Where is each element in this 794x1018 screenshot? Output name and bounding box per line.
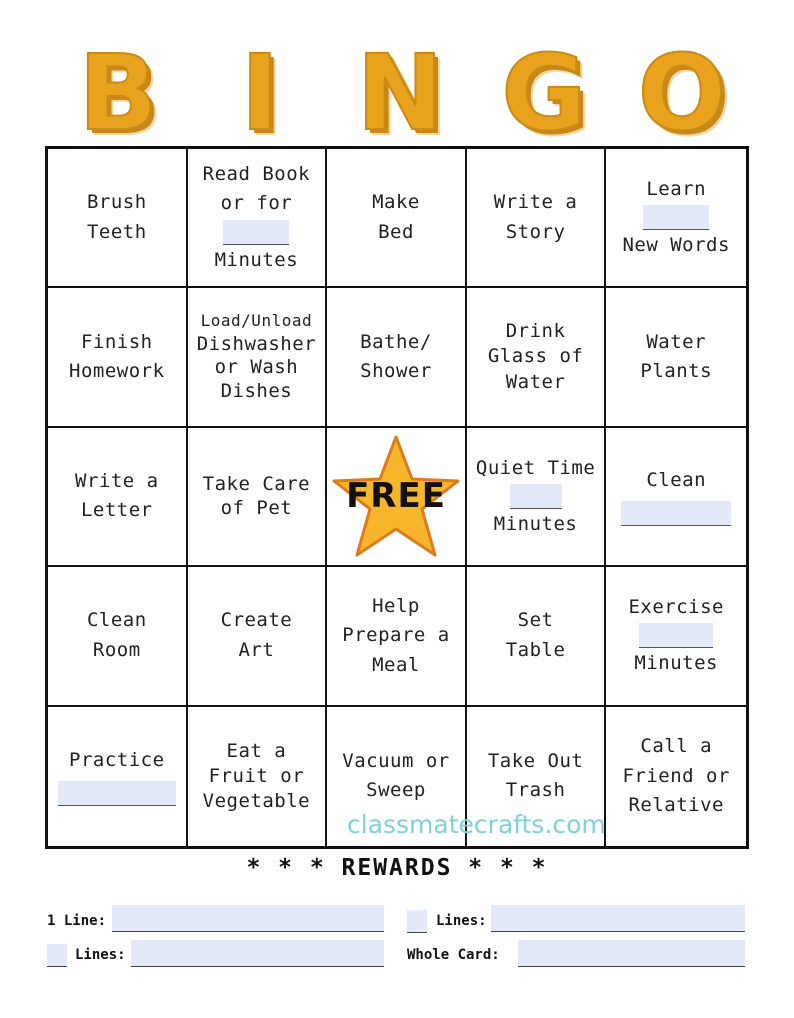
cell-label: Clean bbox=[646, 468, 707, 491]
cell-take-care-pet[interactable] bbox=[188, 428, 328, 567]
cell-label: Write a Letter bbox=[75, 470, 159, 522]
title-letter-g: G bbox=[501, 32, 587, 154]
cell-label: Clean Room bbox=[86, 609, 147, 661]
cell-label: Water Plants bbox=[640, 330, 713, 383]
watermark: classmatecrafts.com bbox=[347, 810, 606, 839]
cell-make-bed[interactable] bbox=[327, 149, 467, 288]
title-letter-n: N bbox=[356, 32, 444, 154]
cell-drink-water[interactable] bbox=[467, 288, 607, 427]
cell-label: Drink Glass of Water bbox=[487, 319, 584, 393]
exercise-minutes-field[interactable] bbox=[639, 623, 713, 648]
cell-bathe-shower[interactable] bbox=[327, 288, 467, 427]
cell-label: Read Book or for bbox=[202, 163, 311, 215]
cell-clean-room[interactable] bbox=[48, 567, 188, 706]
cell-label: Make Bed bbox=[372, 191, 420, 243]
cell-call-friend[interactable] bbox=[606, 707, 746, 846]
read-book-minutes-field[interactable] bbox=[223, 220, 289, 245]
quiet-time-minutes-field[interactable] bbox=[510, 484, 562, 509]
cell-label: Brush Teeth bbox=[86, 191, 147, 243]
practice-item-field[interactable] bbox=[58, 781, 176, 806]
learn-words-count-field[interactable] bbox=[643, 205, 709, 230]
cell-label-suffix: Minutes bbox=[634, 652, 718, 675]
cell-learn-words[interactable] bbox=[606, 149, 746, 288]
clean-item-field[interactable] bbox=[621, 501, 731, 526]
rewards-lines-count-field-left[interactable] bbox=[47, 944, 67, 967]
cell-free-space[interactable] bbox=[327, 428, 467, 567]
cell-create-art[interactable] bbox=[188, 567, 328, 706]
cell-write-story[interactable] bbox=[467, 149, 607, 288]
cell-label-rest: Dishwasher or Wash Dishes bbox=[196, 332, 317, 403]
cell-label: Exercise bbox=[628, 595, 724, 618]
cell-brush-teeth[interactable] bbox=[48, 149, 188, 288]
cell-label: Create Art bbox=[220, 609, 293, 661]
cell-label: Set Table bbox=[505, 609, 566, 661]
cell-label-suffix: Minutes bbox=[493, 512, 578, 535]
cell-clean-blank[interactable] bbox=[606, 428, 746, 567]
cell-label: Practice bbox=[69, 748, 165, 771]
bingo-card-grid bbox=[45, 146, 749, 849]
cell-label: Vacuum or Sweep bbox=[342, 749, 450, 802]
cell-label: Eat a Fruit or Vegetable bbox=[202, 740, 311, 812]
rewards-heading: * * * REWARDS * * * bbox=[246, 855, 548, 881]
cell-label: Learn bbox=[646, 177, 707, 200]
rewards-lines-field-left[interactable] bbox=[131, 940, 384, 967]
cell-write-letter[interactable] bbox=[48, 428, 188, 567]
title-letter-o: O bbox=[637, 32, 727, 154]
cell-label: Load/Unload bbox=[200, 311, 313, 331]
cell-set-table[interactable] bbox=[467, 567, 607, 706]
cell-finish-homework[interactable] bbox=[48, 288, 188, 427]
cell-label-suffix: Minutes bbox=[214, 248, 299, 271]
cell-label: Finish Homework bbox=[69, 330, 165, 383]
cell-quiet-time[interactable] bbox=[467, 428, 607, 567]
title-letter-b: B bbox=[78, 32, 158, 154]
rewards-one-line-label: 1 Line: bbox=[47, 913, 107, 929]
cell-exercise[interactable] bbox=[606, 567, 746, 706]
cell-read-book[interactable] bbox=[188, 149, 328, 288]
rewards-lines-field-right[interactable] bbox=[491, 905, 745, 932]
rewards-lines-label-left: Lines: bbox=[75, 947, 126, 963]
rewards-one-line-field[interactable] bbox=[112, 905, 384, 932]
bingo-title bbox=[0, 32, 794, 154]
cell-label: Quiet Time bbox=[475, 456, 596, 479]
rewards-lines-count-field-right[interactable] bbox=[407, 910, 427, 933]
cell-label: Take Out Trash bbox=[487, 749, 584, 802]
cell-eat-fruit[interactable] bbox=[188, 707, 328, 846]
cell-label: Help Prepare a Meal bbox=[342, 594, 450, 676]
cell-water-plants[interactable] bbox=[606, 288, 746, 427]
cell-label-suffix: New Words bbox=[622, 234, 730, 257]
rewards-lines-label-right: Lines: bbox=[436, 913, 487, 929]
cell-label: Bathe/ Shower bbox=[360, 330, 432, 383]
free-label: FREE bbox=[346, 476, 446, 517]
cell-label: Take Care of Pet bbox=[202, 472, 311, 520]
rewards-whole-card-field[interactable] bbox=[518, 940, 745, 967]
cell-label: Write a Story bbox=[493, 191, 578, 243]
title-letter-i: I bbox=[240, 32, 280, 154]
cell-help-prepare-meal[interactable] bbox=[327, 567, 467, 706]
cell-practice[interactable] bbox=[48, 707, 188, 846]
cell-load-unload-dishwasher[interactable] bbox=[188, 288, 328, 427]
rewards-whole-card-label: Whole Card: bbox=[407, 947, 500, 963]
cell-label: Call a Friend or Relative bbox=[622, 735, 730, 816]
